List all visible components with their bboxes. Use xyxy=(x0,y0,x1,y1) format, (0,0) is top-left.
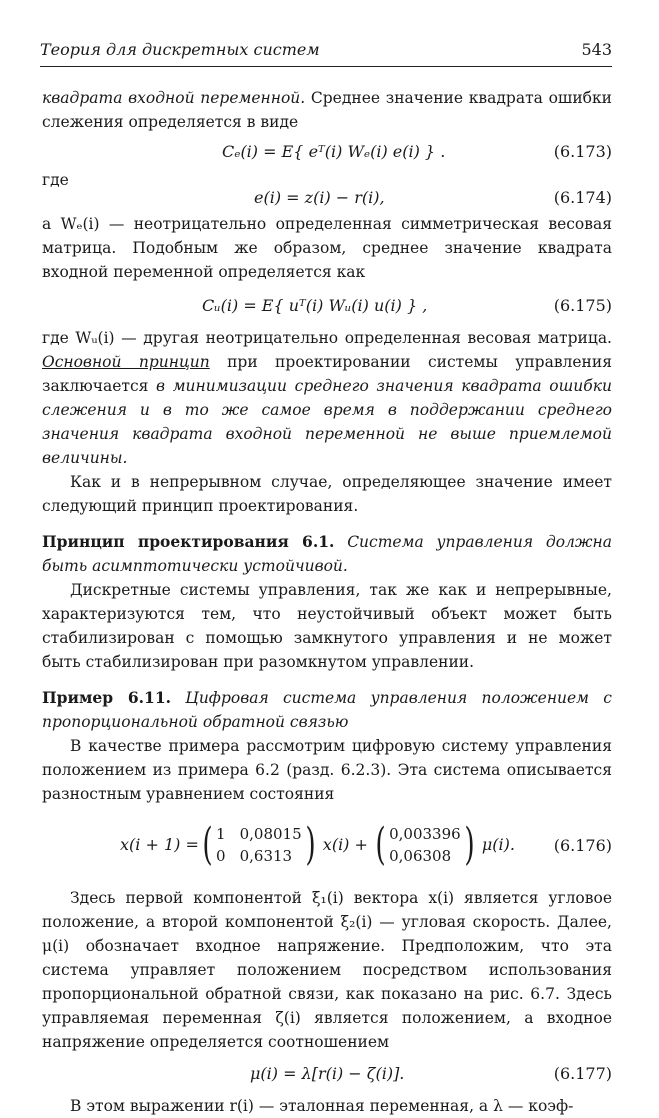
eq174-expression: e(i) = z(i) − r(i), xyxy=(254,188,385,207)
header-title: Теория для дискретных систем xyxy=(40,40,320,59)
eq177-number: (6.177) xyxy=(553,1064,612,1083)
where-word: где xyxy=(42,171,69,189)
running-header xyxy=(40,40,612,66)
equation-6-174 xyxy=(42,182,612,212)
paragraph-6: В качестве примера рассмотрим цифровую систему управления положением из примера 6.2 (разд. 6.2.3). Эта система описывается разностным уравнением состояния xyxy=(42,737,612,803)
paragraph-5: Дискретные системы управления, так же как и непрерывные, характеризуются тем, что неустойчивый объект может быть стабилизирован с помощью замкнутого управления и не может быть стабилизирован при разомкнутом управлении. xyxy=(42,581,612,671)
equation-6-173 xyxy=(42,134,612,168)
p1-text: Среднее значение квадрата ошибки слежения определяется в виде xyxy=(42,89,612,131)
header-rule xyxy=(40,66,612,67)
eq174-number: (6.174) xyxy=(553,188,612,207)
right-paren: ) xyxy=(464,819,475,870)
page-body xyxy=(42,86,612,1118)
paragraph-1 xyxy=(42,86,612,134)
paragraph-4: Как и в непрерывном случае, определяющее значение имеет следующий принцип проектирования. xyxy=(42,473,612,515)
eq176-mid: x(i) + xyxy=(322,835,368,854)
vector-cell: 0,06308 xyxy=(389,847,452,865)
eq175-expression: Cᵤ(i) = E{ uᵀ(i) Wᵤ(i) u(i) } , xyxy=(202,296,428,315)
left-paren: ( xyxy=(202,819,213,870)
eq176-lhs: x(i + 1) = xyxy=(120,835,199,854)
eq176-rhs: μ(i). xyxy=(481,835,515,854)
example-heading xyxy=(42,686,612,734)
spacer xyxy=(42,674,612,686)
eq173-number: (6.173) xyxy=(553,142,612,161)
p3-underlined: Основной принцип xyxy=(42,353,210,371)
spacer xyxy=(42,518,612,530)
matrix-cell: 1 xyxy=(216,825,226,843)
eq175-number: (6.175) xyxy=(553,296,612,315)
principle-text: Система управления должна быть асимптотически устойчивой. xyxy=(42,533,612,575)
right-paren: ) xyxy=(305,819,316,870)
equation-6-175 xyxy=(42,284,612,326)
design-principle xyxy=(42,530,612,578)
equation-6-177 xyxy=(42,1054,612,1094)
example-label: Пример 6.11. xyxy=(42,688,172,707)
paragraph-2: а Wₑ(i) — неотрицательно определенная симметрическая весовая матрица. Подобным же образом, среднее значение квадрата входной переменной определяется как xyxy=(42,215,612,281)
eq177-expression: μ(i) = λ[r(i) − ζ(i)]. xyxy=(250,1064,405,1083)
eq176-number: (6.176) xyxy=(553,836,612,855)
paragraph-7: Здесь первой компонентой ξ₁(i) вектора x(i) является угловое положение, а второй компонентой ξ₂(i) — угловая скорость. Далее, μ(i) обозначает входное напряжение. Предположим, что эта система управляет положением посредством использования пропорциональной обратной связи, как показано на рис. 6.7. Здесь управляемая переменная ζ(i) является положением, а входное напряжение определяется соотношением xyxy=(42,889,612,1051)
principle-label: Принцип проектирования 6.1. xyxy=(42,532,335,551)
p1-emphasis: квадрата входной переменной. xyxy=(42,89,306,107)
p3-text-b: при проектировании системы управления заключается xyxy=(42,353,612,395)
matrix-cell: 0 xyxy=(216,847,226,865)
matrix-cell: 0,6313 xyxy=(239,847,293,865)
left-paren: ( xyxy=(375,819,386,870)
matrix-A-cells xyxy=(216,824,302,866)
matrix-A xyxy=(199,819,319,870)
example-title: Цифровая система управления положением с пропорциональной обратной связью xyxy=(42,689,612,731)
eq173-expression: Cₑ(i) = E{ eᵀ(i) Wₑ(i) e(i) } . xyxy=(222,142,446,161)
paragraph-8: В этом выражении r(i) — эталонная переменная, а λ — коэф- xyxy=(70,1097,574,1115)
equation-6-176 xyxy=(42,812,612,878)
p3-text-a: где Wᵤ(i) — другая неотрицательно определенная весовая матрица. xyxy=(42,329,612,347)
p3-emphasis: в минимизации среднего значения квадрата ошибки слежения и в то же самое время в поддержании среднего значения квадрата входной переменной не выше приемлемой величины. xyxy=(42,377,612,467)
matrix-cell: 0,08015 xyxy=(239,825,302,843)
spacer xyxy=(42,878,612,886)
eq176-body xyxy=(120,812,515,878)
vector-B-cells xyxy=(389,824,461,866)
vector-B xyxy=(372,819,478,870)
vector-cell: 0,003396 xyxy=(389,825,461,843)
paragraph-3 xyxy=(42,326,612,470)
page-number: 543 xyxy=(581,40,612,59)
